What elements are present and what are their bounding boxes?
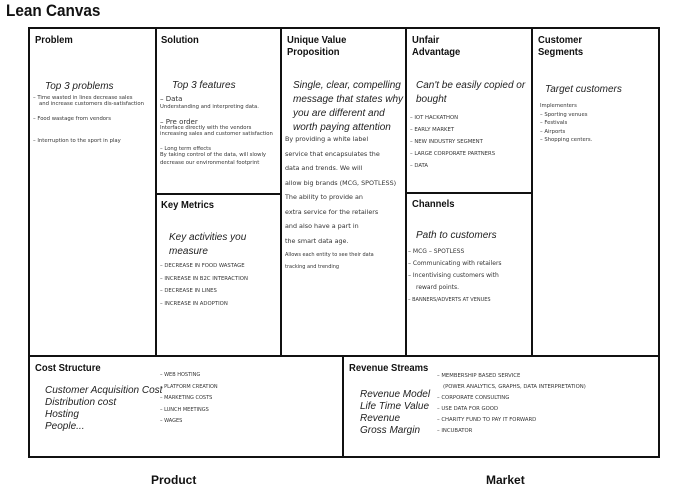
cost-notes: – WEB HOSTING – PLATFORM CREATION – MARKETING COSTS – LUNCH MEETINGS – WAGES [160, 372, 218, 424]
uvp-notes: By providing a white label service that encapsulates the data and trends. We will allow big brands (MCG, SPOTLESS) The ability to provide an extra service for the retailers and also have a part in the smart data age. Allows each entity to see their data tracking and trending [285, 135, 397, 270]
cost-heading: Cost Structure [35, 362, 101, 374]
problem-box [28, 27, 157, 357]
uvp-prompt: Single, clear, compelling message that states why you are different and worth paying attention [293, 80, 404, 133]
key-metrics-prompt: Key activities you measure [169, 232, 247, 257]
segments-heading: Customer Segments [538, 34, 584, 58]
segments-prompt: Target customers [545, 84, 622, 95]
solution-heading: Solution [161, 34, 199, 46]
segments-notes: Implementers – Sporting venues – Festivals – Airports – Shopping centers. [540, 103, 593, 143]
solution-prompt: Top 3 features [172, 80, 236, 91]
unfair-notes: – IOT HACKATHON – EARLY MARKET – NEW INDUSTRY SEGMENT – LARGE CORPORATE PARTNERS – DATA [410, 115, 496, 169]
unfair-prompt: Can't be easily copied or bought [416, 80, 526, 105]
page-title: Lean Canvas [6, 1, 101, 20]
market-label: Market [486, 473, 525, 487]
channels-prompt: Path to customers [416, 230, 497, 241]
problem-notes: – Time wasted in lines decrease sales and increase customers dis-satisfaction – Food wastage from vendors – Interruption to the sport in play [33, 95, 145, 144]
channels-notes: – MCG – SPOTLESS – Communicating with retailers – Incentivising customers with reward points. – BANNERS/ADVERTS AT VENUES [408, 248, 502, 303]
segments-box [531, 27, 660, 357]
key-metrics-notes: – DECREASE IN FOOD WASTAGE – INCREASE IN B2C INTERACTION – DECREASE IN LINES – INCREASE IN ADOPTION [160, 263, 248, 307]
unfair-heading: Unfair Advantage [412, 34, 461, 58]
problem-heading: Problem [35, 34, 73, 46]
revenue-prompts: Revenue Model Life Time Value Revenue Gross Margin [360, 389, 431, 436]
problem-prompt: Top 3 problems [45, 81, 114, 92]
channels-heading: Channels [412, 198, 455, 210]
uvp-heading: Unique Value Proposition [287, 34, 347, 58]
product-label: Product [151, 473, 197, 487]
cost-prompts: Customer Acquisition Cost Distribution cost Hosting People... [45, 385, 163, 432]
solution-notes: – Data Understanding and interpreting data. – Pre order Interface directly with the vendors increasing sales and customer satisfaction – Long term effects By taking control of the data, will slowly decrease our environmental footprint [160, 95, 273, 167]
revenue-notes: – MEMBERSHIP BASED SERVICE (POWER ANALYTICS, GRAPHS, DATA INTERPRETATION) – CORPORATE CONSULTING – USE DATA FOR GOOD – CHARITY FUND TO PAY IT FORWARD – INCUBATOR [437, 373, 586, 434]
revenue-heading: Revenue Streams [349, 362, 429, 374]
key-metrics-heading: Key Metrics [161, 199, 215, 211]
